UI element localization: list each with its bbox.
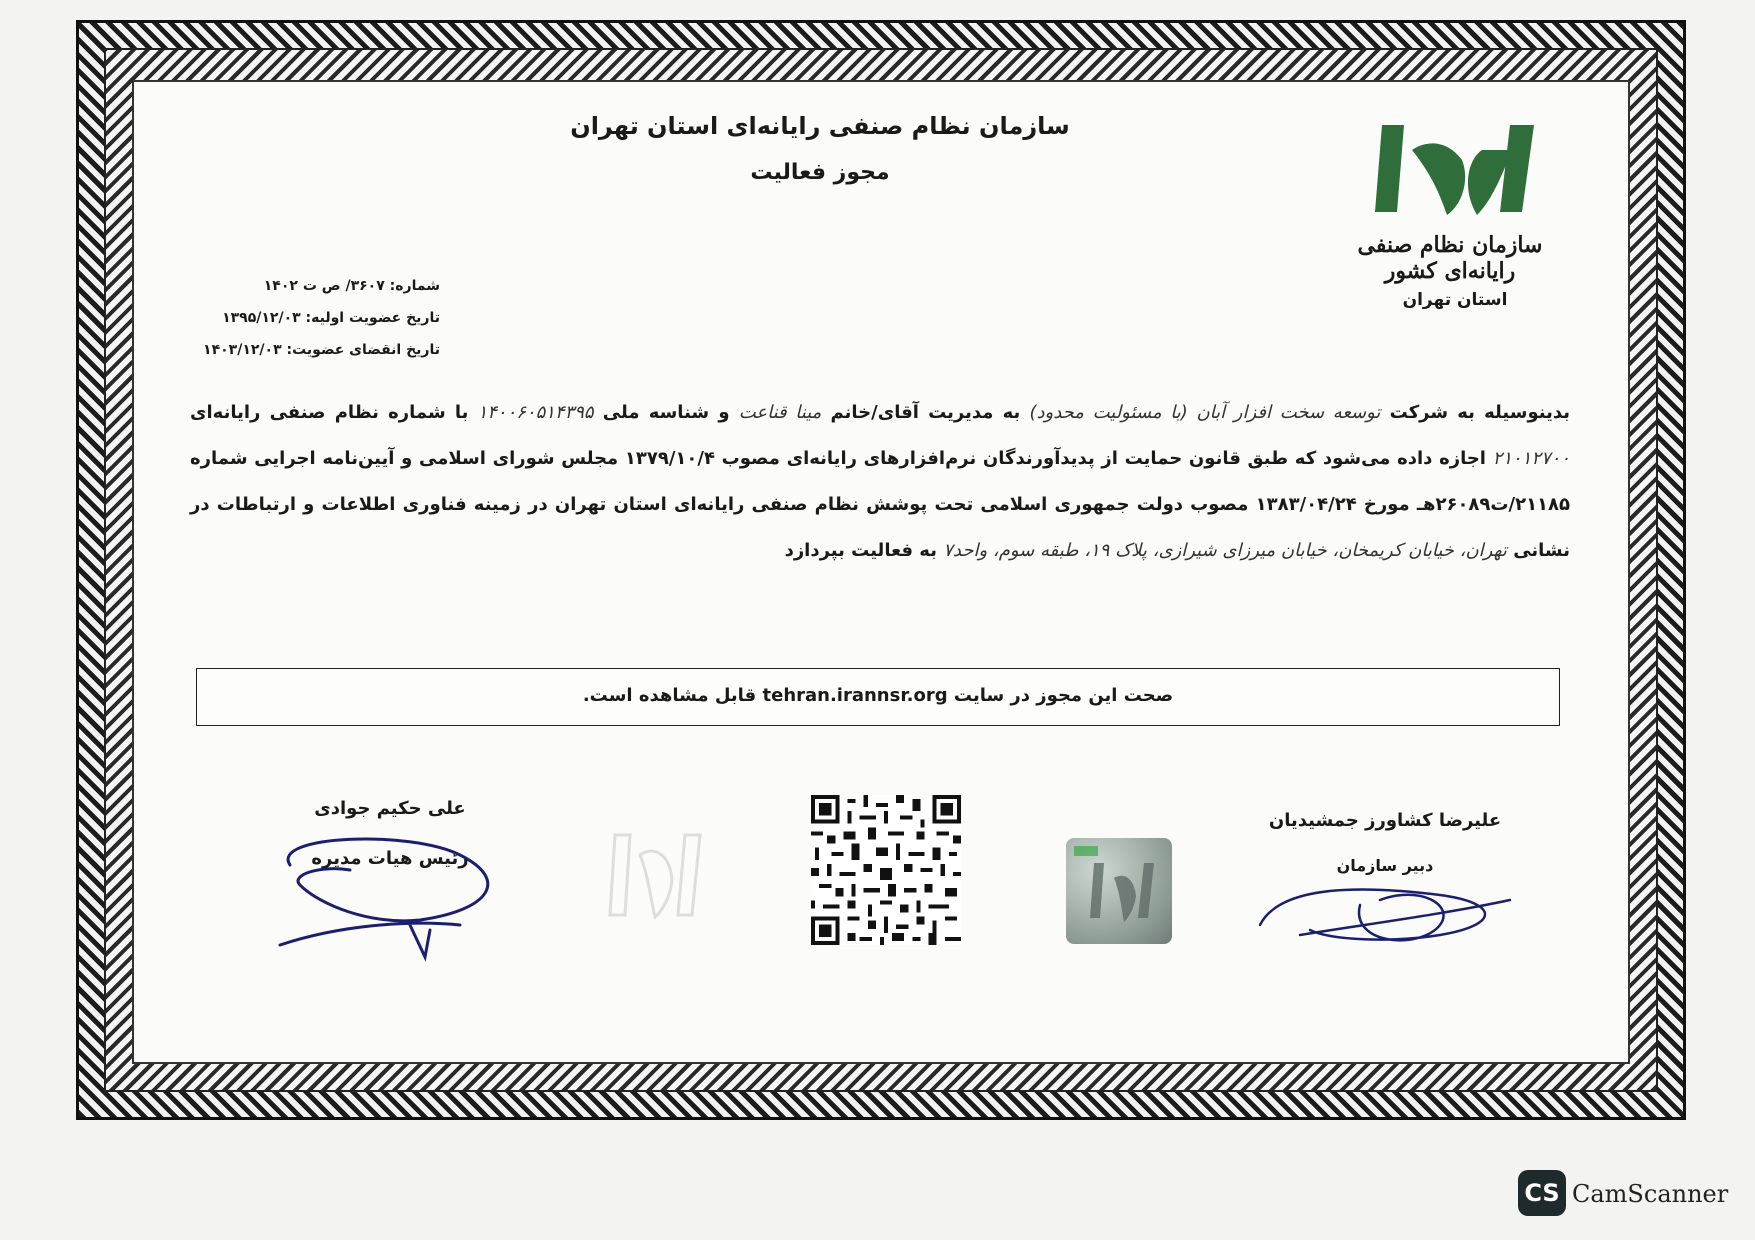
body-text-6: به فعالیت بپردازد [784,540,944,561]
embossed-seal-icon [600,825,710,925]
organization-logo-icon [1352,120,1542,220]
manager-name: مینا قناعت [738,402,822,423]
document-title: مجوز فعالیت [750,160,890,185]
camscanner-badge-icon: CS [1518,1170,1566,1216]
logo-subtext: استان تهران [1402,290,1508,310]
qr-code-icon [810,795,962,945]
certificate-number: شماره: ۳۶۰۷/ ص ت ۱۴۰۲ [263,278,440,294]
certificate-text [190,390,1570,574]
address: تهران، خیابان کریمخان، خیابان میرزای شیرازی، پلاک ۱۹، طبقه سوم، واحد۷ [943,540,1507,561]
left-signature-icon [260,825,520,965]
left-signer-title: رئیس هیات مدیره [311,848,469,869]
guild-number: ۲۱۰۱۲۷۰۰ [1492,448,1570,469]
hologram-logo-icon [1066,838,1172,944]
verification-text: صحت این مجوز در سایت tehran.irannsr.org قابل مشاهده است. [582,685,1174,706]
verification-box [196,668,1560,726]
body-text-2: به مدیریت آقای/خانم [821,402,1030,423]
right-signer-title: دبیر سازمان [1336,856,1434,875]
membership-expiry-date: تاریخ انقضای عضویت: ۱۴۰۳/۱۲/۰۳ [203,342,440,358]
logo-text: سازمان نظام صنفی رایانه‌ای کشور [1357,232,1543,284]
organization-title: سازمان نظام صنفی رایانه‌ای استان تهران [570,112,1070,140]
body-text-5: اجازه داده می‌شود که طبق قانون حمایت از پدیدآورندگان نرم‌افزارهای رایانه‌ای مصوب ۱۳۷۹/۱۰/۴ مجلس شورای اسلامی و آیین‌نامه اجرایی شماره ۲۱۱۸۵/ت۲۶۰۸۹هـ مورخ ۱۳۸۳/۰۴/۲۴ مصوب دولت جمهوری اسلامی تحت پوشش نظام صنفی رایانه‌ای استان تهران در زمینه فناوری اطلاعات و ارتباطات در نشانی [190,448,1571,561]
body-text-4: با شماره نظام صنفی رایانه‌ای [190,402,478,423]
right-signer-name: علیرضا کشاورز جمشیدیان [1268,810,1502,831]
right-signature-icon [1240,855,1530,955]
left-signer-name: علی حکیم جوادی [314,798,466,819]
company-name: توسعه سخت افزار آبان (با مسئولیت محدود) [1029,402,1381,423]
hologram-sticker [1066,838,1172,944]
national-id: ۱۴۰۰۶۰۵۱۴۳۹۵ [477,402,594,423]
body-text-3: و شناسه ملی [593,402,739,423]
camscanner-label: CamScanner [1572,1180,1729,1208]
body-text-1: بدینوسیله به شرکت [1380,402,1571,423]
first-membership-date: تاریخ عضویت اولیه: ۱۳۹۵/۱۲/۰۳ [222,310,440,326]
